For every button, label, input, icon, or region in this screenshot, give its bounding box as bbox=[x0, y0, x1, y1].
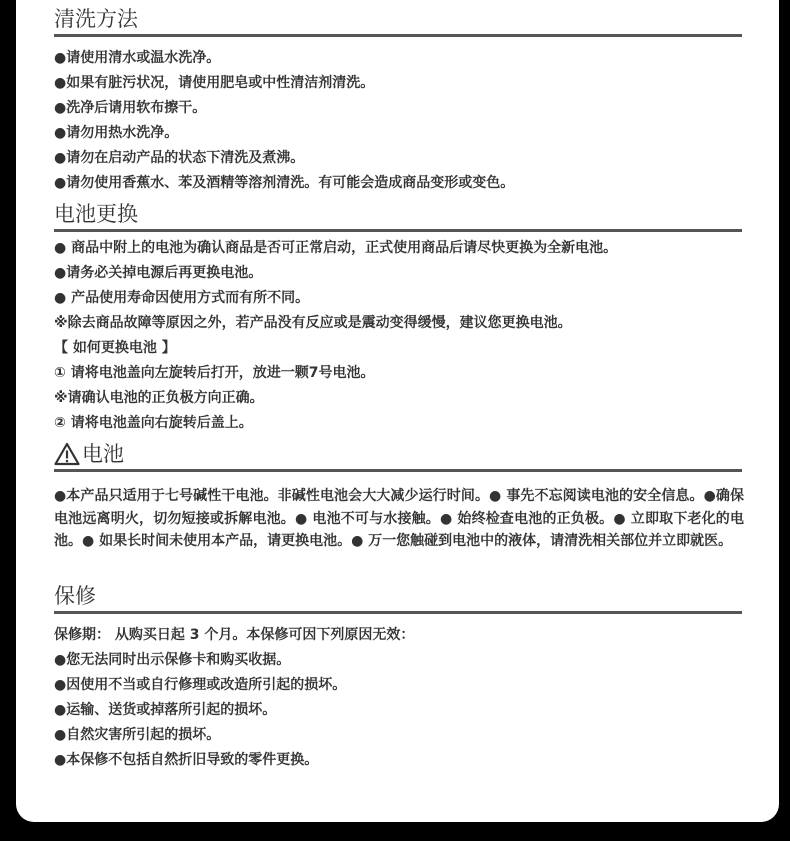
cleaning-list bbox=[54, 46, 754, 196]
list-item: ●如果有脏污状况，请使用肥皂或中性清洁剂清洗。 bbox=[54, 75, 375, 91]
warranty-period: 保修期： 从购买日起 3 个月。本保修可因下列原因无效： bbox=[54, 627, 415, 643]
battery-replace-title: 电池更换 bbox=[54, 199, 742, 232]
manual-card bbox=[16, 0, 779, 822]
list-item: ※除去商品故障等原因之外，若产品没有反应或是震动变得缓慢，建议您更换电池。 bbox=[54, 315, 572, 331]
cleaning-section bbox=[54, 4, 742, 37]
warranty-list bbox=[54, 623, 754, 773]
warning-triangle-icon bbox=[54, 442, 80, 466]
cleaning-title: 清洗方法 bbox=[54, 4, 742, 37]
list-item: ●自然灾害所引起的损坏。 bbox=[54, 727, 221, 743]
battery-warning-title bbox=[54, 439, 742, 472]
list-item: ●本保修不包括自然折旧导致的零件更换。 bbox=[54, 752, 319, 768]
list-item: ●请勿用热水洗净。 bbox=[54, 125, 179, 141]
list-item: ●运输、送货或掉落所引起的损坏。 bbox=[54, 702, 277, 718]
battery-replace-section bbox=[54, 199, 742, 232]
warranty-title: 保修 bbox=[54, 581, 742, 614]
list-item: ① 请将电池盖向左旋转后打开，放进一颗7号电池。 bbox=[54, 365, 375, 381]
list-item: ● 产品使用寿命因使用方式而有所不同。 bbox=[54, 290, 310, 306]
battery-warning-section bbox=[54, 439, 742, 472]
list-item: 【 如何更换电池 】 bbox=[54, 340, 176, 356]
list-item: ●请勿使用香蕉水、苯及酒精等溶剂清洗。有可能会造成商品变形或变色。 bbox=[54, 175, 515, 191]
list-item: ●因使用不当或自行修理或改造所引起的损坏。 bbox=[54, 677, 347, 693]
list-item: ●请使用清水或温水洗净。 bbox=[54, 50, 221, 66]
warranty-section bbox=[54, 581, 742, 614]
list-item: ●您无法同时出示保修卡和购买收据。 bbox=[54, 652, 291, 668]
list-item: ② 请将电池盖向右旋转后盖上。 bbox=[54, 415, 253, 431]
list-item: ● 商品中附上的电池为确认商品是否可正常启动，正式使用商品后请尽快更换为全新电池。 bbox=[54, 240, 618, 256]
list-item: ●洗净后请用软布擦干。 bbox=[54, 100, 207, 116]
battery-warning-text: ●本产品只适用于七号碱性干电池。非碱性电池会大大减少运行时间。● 事先不忘阅读电池的安全信息。●确保电池远离明火，切勿短接或拆解电池。● 电池不可与水接触。● 始终检查电池的正负极。● 立即取下老化的电池。● 如果长时间未使用本产品，请更换电池。● 万一您触碰到电池中的液体，请清洗相关部位并立即就医。 bbox=[54, 488, 744, 549]
battery-replace-list bbox=[54, 236, 754, 436]
list-item: ●请务必关掉电源后再更换电池。 bbox=[54, 265, 263, 281]
battery-warning-title-text: 电池 bbox=[82, 442, 124, 466]
list-item: ※请确认电池的正负极方向正确。 bbox=[54, 390, 264, 406]
list-item: ●请勿在启动产品的状态下清洗及煮沸。 bbox=[54, 150, 305, 166]
